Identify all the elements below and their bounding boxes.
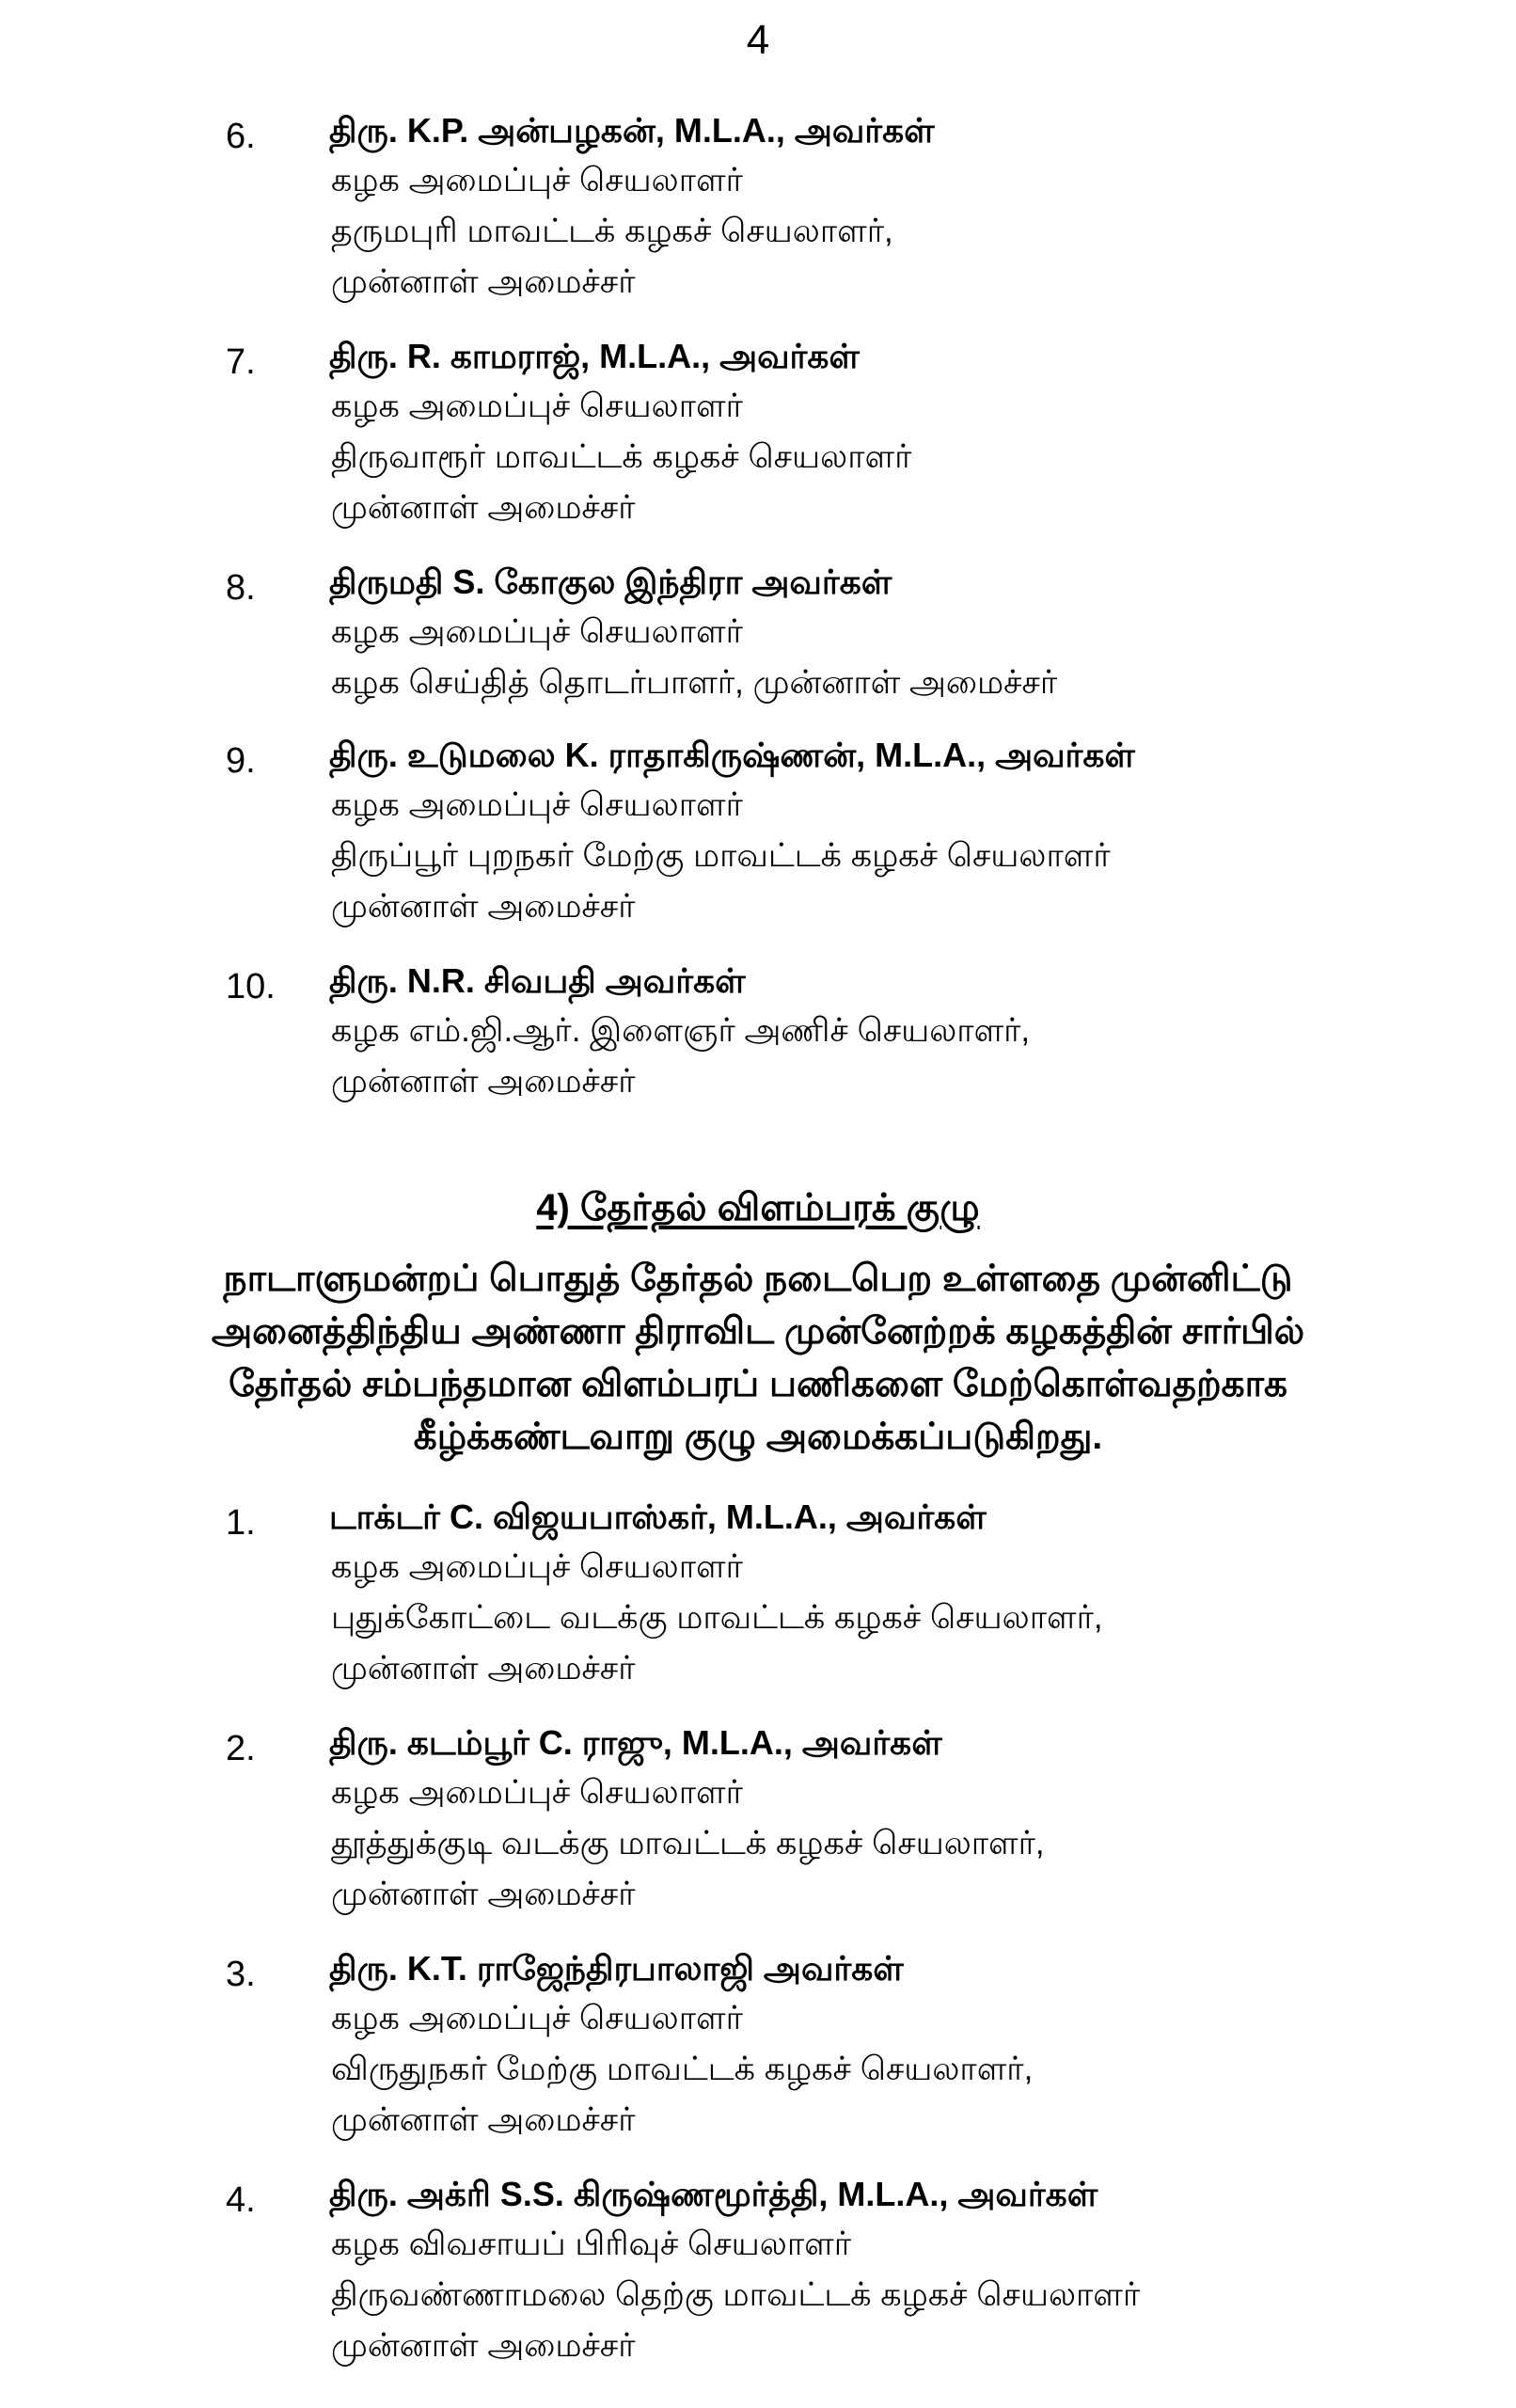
intro-line: கீழ்க்கண்டவாறு குழு அமைக்கப்படுகிறது. [413, 1417, 1103, 1457]
member-role: திருப்பூர் புறநகர் மேற்கு மாவட்டக் கழகச் செயலாளர் [331, 837, 1111, 874]
member-role: கழக அமைப்புச் செயலாளர் [331, 388, 743, 424]
member-name: திரு. கடம்பூர் C. ராஜு, M.L.A., அவர்கள் [329, 1723, 942, 1762]
entry-number: 1. [226, 1503, 256, 1543]
member-role: முன்னாள் அமைச்சர் [331, 2101, 636, 2138]
intro-line: அனைத்திந்திய அண்ணா திராவிட முன்னேற்றக் கழகத்தின் சார்பில் [211, 1311, 1305, 1352]
member-role: திருவாரூர் மாவட்டக் கழகச் செயலாளர் [331, 438, 912, 475]
member-name: திரு. உடுமலை K. ராதாகிருஷ்ணன், M.L.A., அவர்கள் [329, 736, 1135, 774]
member-role: திருவண்ணாமலை தெற்கு மாவட்டக் கழகச் செயலாளர் [331, 2276, 1141, 2313]
section-heading: 4) தேர்தல் விளம்பரக் குழு [536, 1187, 980, 1228]
entry-number: 8. [226, 568, 256, 608]
intro-line: நாடாளுமன்றப் பொதுத் தேர்தல் நடைபெற உள்ளதை முன்னிட்டு [223, 1259, 1293, 1299]
member-role: முன்னாள் அமைச்சர் [331, 1650, 636, 1687]
member-role: முன்னாள் அமைச்சர் [331, 489, 636, 526]
entry-number: 6. [226, 117, 256, 156]
member-role: கழக அமைப்புச் செயலாளர் [331, 2000, 743, 2036]
member-role: கழக அமைப்புச் செயலாளர் [331, 1548, 743, 1585]
member-name: திரு. N.R. சிவபதி அவர்கள் [329, 961, 746, 1000]
member-name: டாக்டர் C. விஜயபாஸ்கர், M.L.A., அவர்கள் [329, 1497, 987, 1536]
member-role: கழக அமைப்புச் செயலாளர் [331, 613, 743, 650]
member-role: முன்னாள் அமைச்சர் [331, 1876, 636, 1912]
member-name: திரு. K.P. அன்பழகன், M.L.A., அவர்கள் [329, 111, 935, 150]
member-role: முன்னாள் அமைச்சர் [331, 1063, 636, 1100]
member-role: தருமபுரி மாவட்டக் கழகச் செயலாளர், [331, 213, 893, 249]
member-role: முன்னாள் அமைச்சர் [331, 2327, 636, 2364]
member-name: திருமதி S. கோகுல இந்திரா அவர்கள் [329, 562, 892, 601]
intro-line: தேர்தல் சம்பந்தமான விளம்பரப் பணிகளை மேற்கொள்வதற்காக [229, 1364, 1287, 1404]
entry-number: 2. [226, 1729, 256, 1768]
member-name: திரு. R. காமராஜ், M.L.A., அவர்கள் [329, 337, 860, 375]
entry-number: 10. [226, 967, 276, 1006]
member-role: கழக செய்தித் தொடர்பாளர், முன்னாள் அமைச்சர் [331, 664, 1058, 701]
page-number: 4 [746, 17, 770, 63]
member-role: முன்னாள் அமைச்சர் [331, 888, 636, 925]
entry-number: 4. [226, 2180, 256, 2220]
member-role: விருதுநகர் மேற்கு மாவட்டக் கழகச் செயலாளர், [331, 2051, 1034, 2087]
member-role: புதுக்கோட்டை வடக்கு மாவட்டக் கழகச் செயலாளர், [331, 1599, 1103, 1636]
member-role: கழக எம்.ஜி.ஆர். இளைஞர் அணிச் செயலாளர், [331, 1012, 1031, 1049]
entry-number: 9. [226, 741, 256, 781]
member-name: திரு. K.T. ராஜேந்திரபாலாஜி அவர்கள் [329, 1949, 904, 1988]
intro-paragraph [150, 1253, 1366, 1464]
member-role: முன்னாள் அமைச்சர் [331, 263, 636, 300]
member-role: கழக அமைப்புச் செயலாளர் [331, 786, 743, 823]
member-name: திரு. அக்ரி S.S. கிருஷ்ணமூர்த்தி, M.L.A., அவர்கள் [329, 2175, 1098, 2213]
entry-number: 7. [226, 342, 256, 382]
member-role: கழக அமைப்புச் செயலாளர் [331, 162, 743, 198]
member-role: கழக அமைப்புச் செயலாளர் [331, 1774, 743, 1811]
member-role: கழக விவசாயப் பிரிவுச் செயலாளர் [331, 2226, 851, 2262]
entry-number: 3. [226, 1955, 256, 1994]
member-role: தூத்துக்குடி வடக்கு மாவட்டக் கழகச் செயலாளர், [331, 1825, 1045, 1861]
